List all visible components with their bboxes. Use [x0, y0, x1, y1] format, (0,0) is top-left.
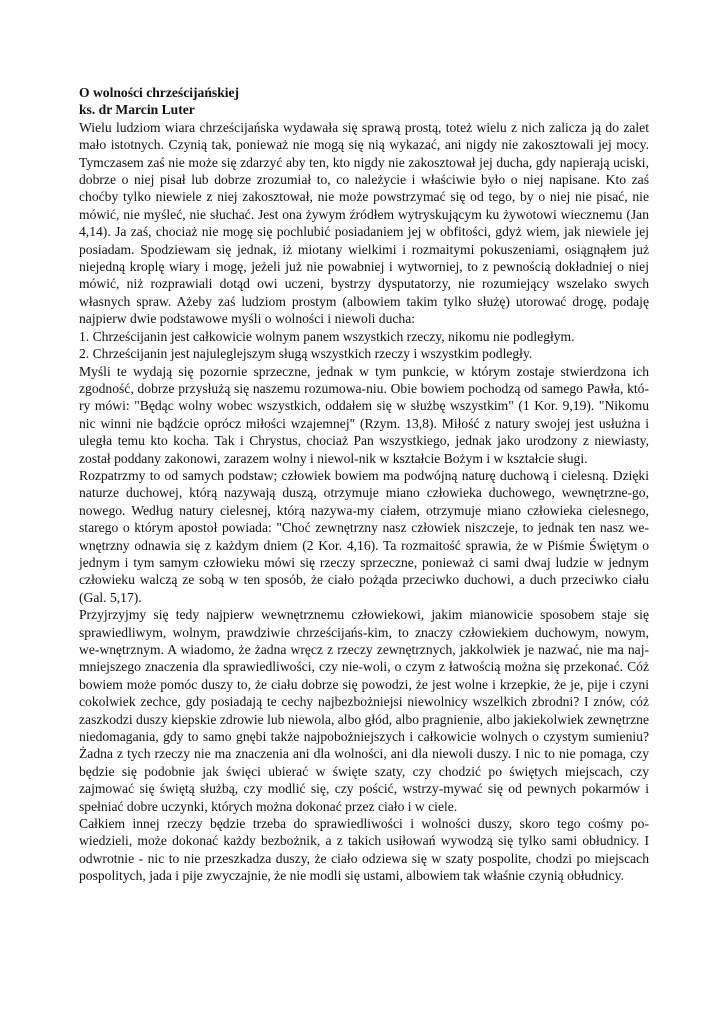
paragraph-inner-man: Przyjrzyjmy się tedy najpierw wewnętrznemu człowiekowi, jakim mianowicie sposobem staje się sprawiedliwym, wolnym, prawdziwie chrześcijańs-kim, to znaczy człowiekiem duchowym, nowym, we-wnętrznym. A wiadomo, że żadna wręcz z rzeczy zewnętrznych, jakkolwiek je nazwać, nie ma naj-mniejszego znaczenia dla sprawiedliwości, czy nie-woli, o czym z łatwością można się przekonać. Cóż bowiem może pomóc duszy to, że ciału dobrze się powodzi, że jest wolne i krzepkie, że je, pije i czyni cokolwiek zechce, gdy posiadają te cechy najbezbożniejsi niewolnicy wszelkich zbrodni? I znów, cóż zaszkodzi duszy kiepskie zdrowie lub niewola, albo głód, albo pragnienie, albo jakiekolwiek zewnętrzne niedomagania, gdy to samo gnębi także najpobożniejszych i całkowicie wolnych o czystym sumieniu? Żadna z tych rzeczy nie ma znaczenia ani dla wolności, ani dla niewoli duszy. I nic to nie pomaga, czy będzie się podobnie jak święci ubierać w święte szaty, czy chodzić po świętych miejscach, czy zajmować się świętą służbą, czy modlić się, czy pościć, wstrzy-mywać się od pewnych pokarmów i spełniać dobre uczynki, których można dokonać przez ciało i w ciele. [79, 607, 649, 814]
paragraph-hypocrites: Całkiem innej rzeczy będzie trzeba do sprawiedliwości i wolności duszy, skoro tego cośmy po-wiedzieli, może dokonać każdy bezbożnik, a z takich usiłowań wywodzą się tylko sami obłudnicy. I odwrotnie - nic to nie przeszkadza duszy, że ciało odziewa się w szaty pospolite, chodzi po miejscach pospolitych, jada i pije zwyczajnie, że nie modli się ustami, albowiem tak właśnie czynią obłudnicy. [79, 816, 649, 884]
document-page [79, 84, 649, 885]
document-title: O wolności chrześcijańskiej [79, 85, 240, 100]
paragraph-paul: Myśli te wydają się pozornie sprzeczne, jednak w tym punkcie, w którym zostaje stwierdzona ich zgodność, dobrze przysłużą się naszemu rozumowa-niu. Obie bowiem pochodzą od samego Pawła, któ-ry mówi: "Będąc wolny wobec wszystkich, oddałem się w służbę wszystkim" (1 Kor. 9,19). "Nikomu nic winni nie bądźcie oprócz miłości wzajemnej" (Rzym. 13,8). Miłość z natury swojej jest usłużna i uległa temu kto kocha. Tak i Chrystus, chociaż Pan wszystkiego, jednak jako urodzony z niewiasty, został poddany zakonowi, zarazem wolny i niewol-nik w kształcie Bożym i w kształcie sługi. [79, 363, 649, 466]
paragraph-thesis-1: 1. Chrześcijanin jest całkowicie wolnym panem wszystkich rzeczy, nikomu nie podległym. [79, 328, 575, 344]
paragraph-thesis-2: 2. Chrześcijanin jest najuleglejszym sługą wszystkich rzeczy i wszystkim podległy. [79, 346, 533, 362]
paragraph-intro: Wielu ludziom wiara chrześcijańska wydawała się sprawą prostą, toteż wielu z nich zalicza ją do zalet mało istotnych. Czynią tak, ponieważ nie mogą się nią wykazać, ani nigdy nie zakosztowali jej mocy. Tymczasem zaś nie może się zdarzyć aby ten, kto nigdy nie zakosztował jej ducha, gdy napierają uciski, dobrze o niej pisał lub dobrze zrozumiał to, co należycie i właściwie było o niej napisane. Kto zaś choćby tylko niewiele z niej zakosztował, nie może powstrzymać się od tego, by o niej nie pisać, nie mówić, nie myśleć, nie słuchać. Jest ona żywym źródłem wytryskującym ku żywotowi wiecznemu (Jan 4,14). Ja zaś, chociaż nie mogę się pochlubić posiadaniem jej w obfitości, gdyż wiem, jak niewiele jej posiadam. Spodziewam się jednak, iż miotany wielkimi i rozmaitymi pokuszeniami, osiągnąłem już niejedną kroplę wiary i mogę, jeżeli już nie powabniej i wytworniej, to z pewnością dokładniej o niej mówić, niż rozprawiali dotąd owi uczeni, bystrzy dysputatorzy, nie rozumiejący wszelako swych własnych spraw. Ażeby zaś ludziom prostym (albowiem takim tylko służę) utorować drogę, podaję najpierw dwie podstawowe myśli o wolności i niewoli ducha: [79, 119, 649, 327]
document-author: ks. dr Marcin Luter [79, 102, 195, 118]
paragraph-two-natures: Rozpatrzmy to od samych podstaw; człowiek bowiem ma podwójną naturę duchową i cielesną. Dzięki naturze duchowej, którą nazywają duszą, otrzymuje miano człowieka duchowego, wewnętrzne-go, nowego. Według natury cielesnej, którą nazywa-my ciałem, otrzymuje miano człowieka cielesnego, starego o którym apostoł powiada: "Choć zewnętrzny nasz człowiek niszczeje, to jednak ten nasz we-wnętrzny odnawia się z każdym dniem (2 Kor. 4,16). Ta rozmaitość sprawia, że w Piśmie Świętym o jednym i tym samym człowieku mówi się rzeczy sprzeczne, ponieważ ci sami dwaj ludzie w jednym człowieku walczą ze sobą w ten sposób, że ciało pożąda przeciwko duchowi, a duch przeciwko ciału (Gal. 5,17). [79, 467, 649, 605]
